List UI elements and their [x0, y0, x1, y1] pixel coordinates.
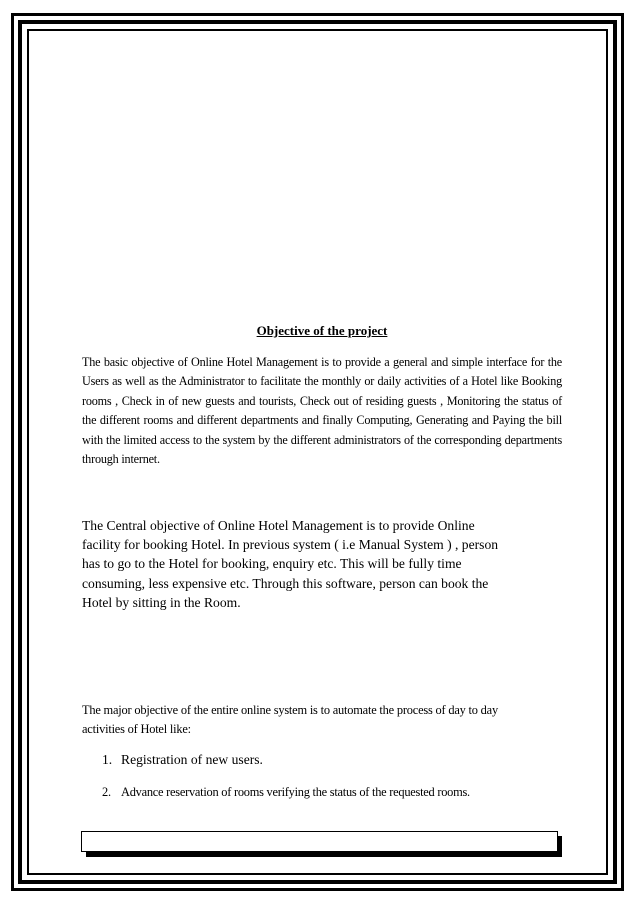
section-heading: Objective of the project: [256, 323, 388, 338]
objective-list-item-2: [102, 785, 572, 800]
objective-list-item-1: [102, 752, 572, 768]
paragraph-basic-objective: The basic objective of Online Hotel Management is to provide a general and simple interface for the Users as well as the Administrator to facilitate the monthly or daily activities of a Hotel like Booking rooms , Check in of new guests and tourists, Check out of residing guests , Monitoring the status of the different rooms and different departments and finally Computing, Generating and Paying the bill with the limited access to the system by the different administrators of the corresponding departments through internet.: [82, 355, 563, 467]
paragraph-central-objective: The Central objective of Online Hotel Management is to provide Online facility for booking Hotel. In previous system ( i.e Manual System ) , person has to go to the Hotel for booking, enquiry etc. This will be fully time consuming, less expensive etc. Through this software, person can book the Hotel by sitting in the Room.: [82, 518, 499, 610]
footer-box: [81, 831, 558, 852]
footer-box-shadow-bottom: [86, 852, 562, 857]
list-item: 2. Advance reservation of rooms verifying the status of the requested rooms.: [102, 785, 470, 799]
list-item: 1. Registration of new users.: [102, 752, 263, 767]
paragraph-major-objective: The major objective of the entire online system is to automate the process of day to day activities of Hotel like:: [82, 703, 498, 737]
